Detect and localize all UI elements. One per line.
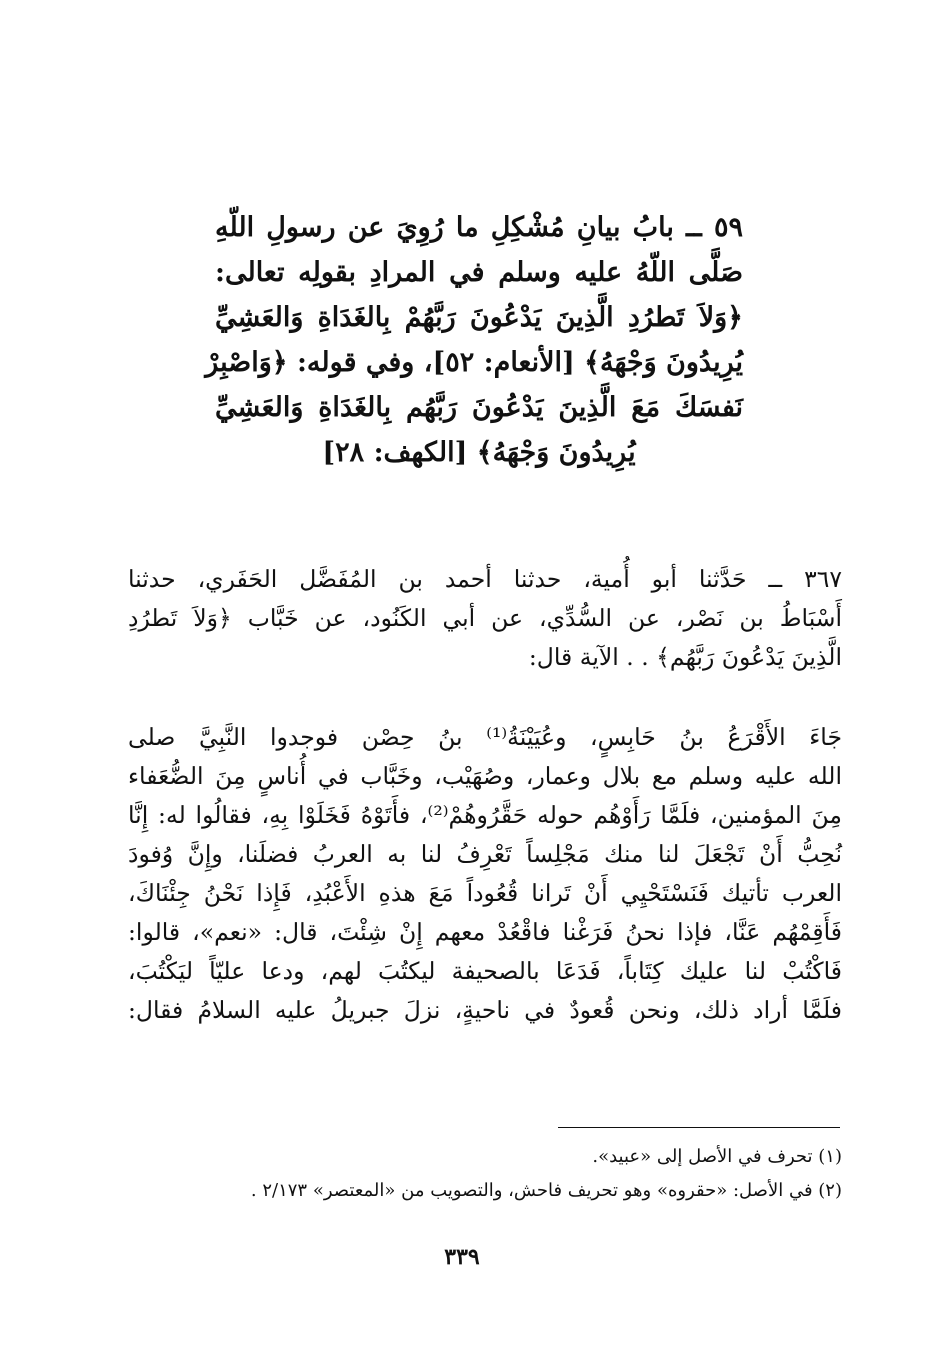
heading-line: صَلَّى اللّهُ عليه وسلم في المرادِ بقولِه تعالى: (215, 257, 743, 288)
footnote-divider (558, 1127, 840, 1128)
text-line: ٣٦٧ ــ حَدَّثنا أبو أُمية، حدثنا أحمد بن المُفَضَّل الحَفَري، حدثنا (128, 565, 842, 593)
text-line: جَاءَ الأَقْرَعُ بنُ حَابِسٍ، وعُيَيْنَةُ⁽¹⁾ بنُ حِصْن فوجدوا النَّبِيَّ صلى (128, 723, 842, 751)
chapter-heading (205, 205, 743, 475)
page-number: ٣٣٩ (444, 1244, 480, 1270)
text-line: فَاكْتُبْ لنا عليك كِتَاباً، فَدَعَا بالصحيفة ليكتُبَ لهم، ودعا عليّاً ليَكْتُبَ، (128, 957, 842, 985)
footnote-2: (٢) في الأصل: «حقروه» وهو تحريف فاحش، والتصويب من «المعتصر» ٢/١٧٣ . (250, 1180, 842, 1201)
text-line: الله عليه وسلم مع بلال وعمار، وصُهَيْب، وخَبَّاب في أُناسٍ مِنَ الضُّعَفاء (128, 762, 842, 790)
footnotes (180, 1140, 842, 1208)
heading-line: ٥٩ ــ بابُ بيانِ مُشْكِلِ ما رُوِيَ عن رسولِ اللّهِ (215, 212, 743, 243)
text-line: الَّذِينَ يَدْعُونَ رَبَّهُم﴾ . . الآية قال: (528, 643, 842, 671)
heading-line: نَفسَكَ مَعَ الَّذِينَ يَدْعُونَ رَبَّهُم بِالغَدَاةِ وَالعَشِيِّ (215, 392, 743, 423)
hadith-text-paragraph (128, 718, 842, 1030)
text-line: العرب تأتيك فَنَسْتَحْيِي أَنْ تَرانا قُعُوداً مَعَ هذهِ الأَعْبُدِ، فَإِذا نَحْنُ جِئْنَاكَ، (128, 879, 842, 907)
text-line: مِنَ المؤمنين، فلَمَّا رَأَوْهُم حوله حَقَّرُوهُمْ⁽²⁾، فأَتَوْهُ فَخَلَوْا بِهِ، فقالُوا له: إِنَّا (128, 801, 842, 829)
text-line: فَأَقِمْهُم عَنَّا، فإذا نحنُ فَرَغْنا فاقْعُدْ معهم إِنْ شِئْتَ، قال: «نعم»، قالوا: (128, 918, 842, 946)
text-line: نُحِبُّ أَنْ تَجْعَلَ لنا منك مَجْلِساً تَعْرِفُ لنا به العربُ فضلَنا، وإِنَّ وُفودَ (128, 840, 842, 868)
text-line: فلَمَّا أراد ذلك، ونحن قُعودٌ في ناحيةٍ، نزلَ جبريلُ عليه السلامُ فقال: (128, 996, 842, 1024)
heading-line: يُرِيدُونَ وَجْهَهُ﴾ [الكهف: ٢٨] (322, 437, 636, 468)
footnote-1: (١) تحرف في الأصل إلى «عبيد». (592, 1146, 842, 1167)
text-line: أَسْبَاطُ بن نَصْر، عن السُّدِّي، عن أبي الكَنُود، عن خَبَّاب ﴿وَلاَ تَطرُدِ (128, 604, 842, 632)
hadith-chain-paragraph (128, 560, 842, 677)
heading-line: يُرِيدُونَ وَجْهَهُ﴾ [الأنعام: ٥٢]، وفي قوله: ﴿وَاصْبِرْ (205, 347, 743, 378)
heading-line: ﴿وَلاَ تَطرُدِ الَّذِينَ يَدْعُونَ رَبَّهُمْ بِالغَدَاةِ وَالعَشِيِّ (215, 302, 743, 333)
